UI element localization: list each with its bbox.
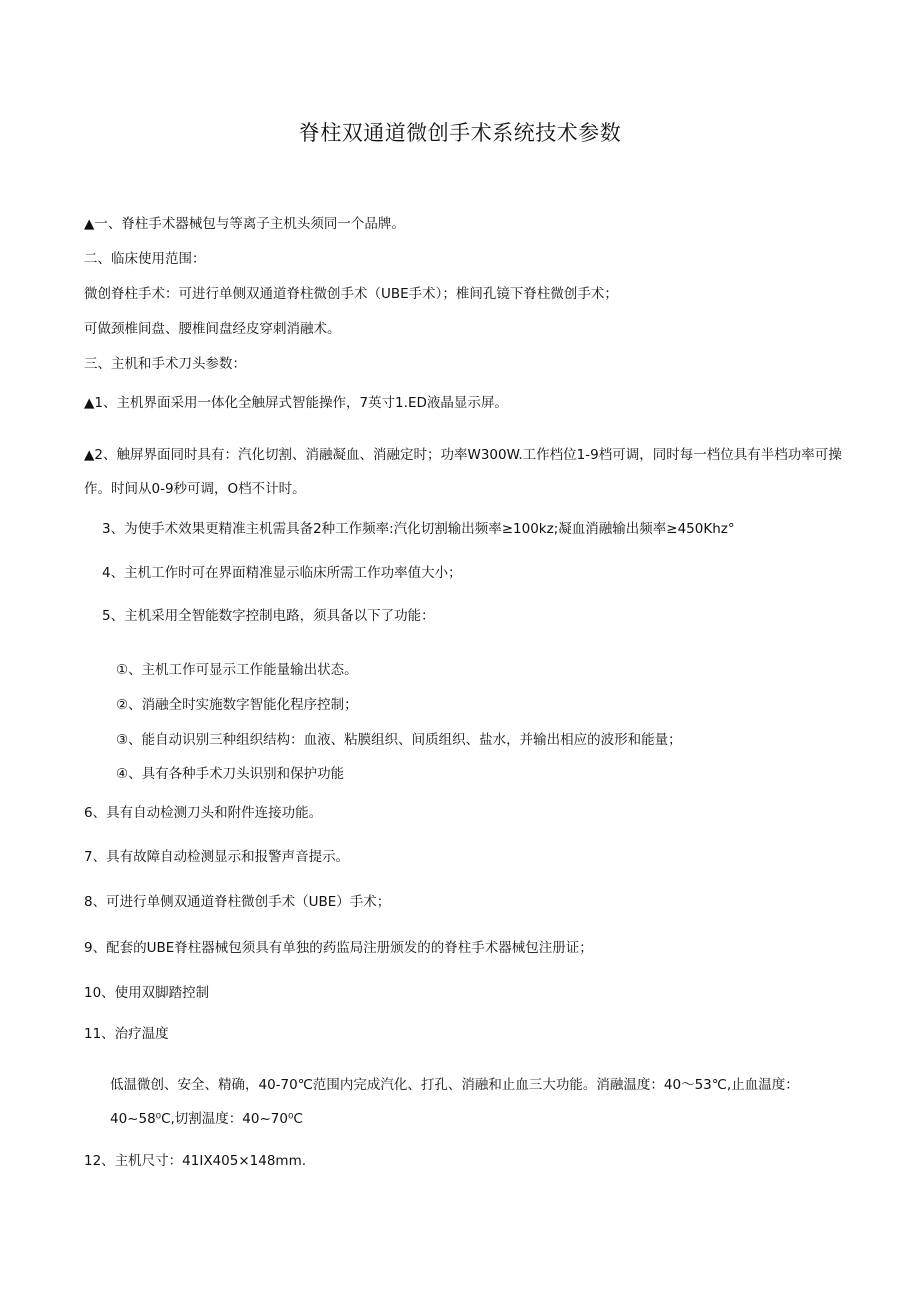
param-1: ▲1、主机界面采用一体化全触屏式智能操作，7英寸1.ED液晶显示屏。	[84, 395, 508, 411]
clinical-scope-line-1: 微创脊柱手术：可进行单侧双通道脊柱微创手术（UBE手术）；椎间孔镜下脊柱微创手术；	[84, 286, 618, 302]
param-2: ▲2、触屏界面同时具有：汽化切割、消融凝血、消融定时；功率W300W.工作档位1-9档可调，同时每一档位具有半档功率可操作。时间从0-9秒可调，O档不计时。	[84, 447, 842, 497]
param-5-sub-1: ①、主机工作可显示工作能量输出状态。	[116, 662, 358, 678]
document-title: 脊柱双通道微创手术系统技术参数	[298, 121, 622, 145]
param-10: 10、使用双脚踏控制	[84, 985, 210, 1001]
section-brand-requirement: ▲一、脊柱手术器械包与等离子主机头须同一个品牌。	[84, 216, 405, 232]
param-7: 7、具有故障自动检测显示和报警声音提示。	[84, 849, 350, 865]
param-5: 5、主机采用全智能数字控制电路，须具备以下了功能：	[102, 608, 435, 624]
section-clinical-scope-heading: 二、临床使用范围：	[84, 251, 206, 267]
param-8: 8、可进行单侧双通道脊柱微创手术（UBE）手术；	[84, 894, 391, 910]
param-4: 4、主机工作时可在界面精准显示临床所需工作功率值大小；	[102, 565, 462, 581]
clinical-scope-line-2: 可做颈椎间盘、腰椎间盘经皮穿刺消融术。	[84, 321, 341, 337]
param-11-detail: 低温微创、安全、精确，40-70℃范围内完成汽化、打孔、消融和止血三大功能。消融温度：40～53℃,止血温度：40~58⁰C,切割温度：40~70⁰C	[110, 1077, 799, 1127]
param-5-sub-4: ④、具有各种手术刀头识别和保护功能	[116, 766, 345, 782]
section-parameters-heading: 三、主机和手术刀头参数：	[84, 356, 246, 372]
param-3: 3、为使手术效果更精准主机需具备2种工作频率:汽化切割输出频率≥100kz;凝血消融输出频率≥450Khz°	[102, 521, 735, 537]
param-5-sub-2: ②、消融全时实施数字智能化程序控制；	[116, 697, 358, 713]
param-11: 11、治疗温度	[84, 1026, 169, 1042]
param-6: 6、具有自动检测刀头和附件连接功能。	[84, 805, 323, 821]
param-12: 12、主机尺寸：41IX405×148mm.	[84, 1153, 307, 1169]
param-5-sub-3: ③、能自动识别三种组织结构：血液、粘膜组织、间质组织、盐水，并输出相应的波形和能量；	[116, 732, 682, 748]
param-9: 9、配套的UBE脊柱器械包须具有单独的药监局注册颁发的的脊柱手术器械包注册证；	[84, 940, 593, 956]
